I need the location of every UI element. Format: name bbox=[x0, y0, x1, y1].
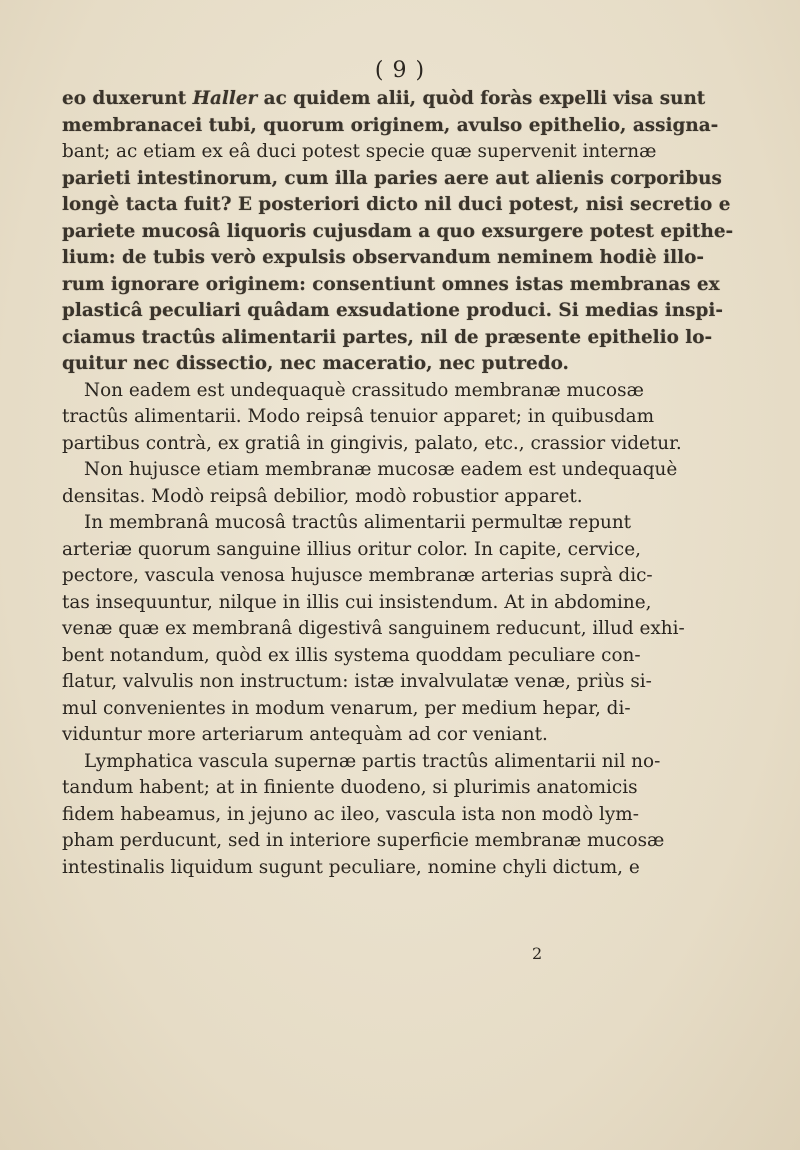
text-line: bant; ac etiam ex eâ duci potest specie quæ supervenit internæ bbox=[62, 141, 657, 162]
text-line: arteriæ quorum sanguine illius oritur color. In capite, cervice, bbox=[62, 538, 641, 560]
paragraph-2 bbox=[62, 378, 682, 458]
text-line: fidem habeamus, in jejuno ac ileo, vascula ista non modò lym- bbox=[62, 803, 639, 825]
paragraph-5 bbox=[62, 749, 665, 882]
text-line: plasticâ peculiari quâdam exsudatione produci. Si medias inspi- bbox=[62, 300, 723, 321]
signature-mark: 2 bbox=[532, 944, 543, 963]
text-line: tractûs alimentarii. Modo reipsâ tenuior apparet; in quibusdam bbox=[62, 406, 655, 427]
text-line: ciamus tractûs alimentarii partes, nil de præsente epithelio lo- bbox=[62, 326, 713, 348]
text-line: bent notandum, quòd ex illis systema quoddam peculiare con- bbox=[62, 644, 641, 666]
text-line: lium: de tubis verò expulsis observandum neminem hodiè illo- bbox=[62, 247, 704, 268]
text-line: In membranâ mucosâ tractûs alimentarii permultæ repunt bbox=[84, 512, 632, 533]
text-line: membranacei tubi, quorum originem, avulso epithelio, assigna- bbox=[62, 114, 719, 136]
text-line: mul convenientes in modum venarum, per medium hepar, di- bbox=[62, 697, 631, 719]
page-number: ( 9 ) bbox=[374, 58, 426, 83]
text-line: pectore, vascula venosa hujusce membranæ arterias suprà dic- bbox=[62, 565, 653, 586]
text-line: intestinalis liquidum sugunt peculiare, nomine chyli dictum, e bbox=[62, 856, 640, 878]
text-line: parieti intestinorum, cum illa paries aere aut alienis corporibus bbox=[62, 167, 722, 189]
text-line: rum ignorare originem: consentiunt omnes istas membranas ex bbox=[62, 273, 720, 295]
text-line: Lymphatica vascula supernæ partis tractûs alimentarii nil no- bbox=[84, 750, 661, 772]
text-line: densitas. Modò reipsâ debilior, modò robustior apparet. bbox=[62, 485, 583, 507]
text-line: viduntur more arteriarum antequàm ad cor veniant. bbox=[62, 724, 548, 745]
body-text bbox=[62, 86, 734, 881]
text-line: tandum habent; at in finiente duodeno, si plurimis anatomicis bbox=[62, 777, 638, 798]
text-line: quitur nec dissectio, nec maceratio, nec putredo. bbox=[62, 353, 569, 374]
text-line: venæ quæ ex membranâ digestivâ sanguinem reducunt, illud exhi- bbox=[62, 618, 685, 639]
text-line: Non hujusce etiam membranæ mucosæ eadem est undequaquè bbox=[84, 459, 678, 480]
text-line: pariete mucosâ liquoris cujusdam a quo exsurgere potest epithe- bbox=[62, 220, 734, 242]
text-line: partibus contrà, ex gratiâ in gingivis, palato, etc., crassior videtur. bbox=[62, 432, 682, 454]
text-line: pham perducunt, sed in interiore superficie membranæ mucosæ bbox=[62, 830, 665, 851]
paragraph-4 bbox=[62, 510, 685, 749]
text-line: flatur, valvulis non instructum: istæ invalvulatæ venæ, priùs si- bbox=[62, 671, 652, 692]
text-line: tas insequuntur, nilque in illis cui insistendum. At in abdomine, bbox=[62, 591, 652, 613]
text-line: longè tacta fuit? E posteriori dicto nil duci potest, nisi secretio e bbox=[62, 194, 731, 215]
paragraph-1 bbox=[62, 86, 734, 378]
paragraph-3 bbox=[62, 457, 678, 510]
text-line: Non eadem est undequaquè crassitudo membranæ mucosæ bbox=[84, 379, 644, 401]
text-line: eo duxerunt Haller ac quidem alii, quòd foràs expelli visa sunt bbox=[62, 88, 706, 109]
